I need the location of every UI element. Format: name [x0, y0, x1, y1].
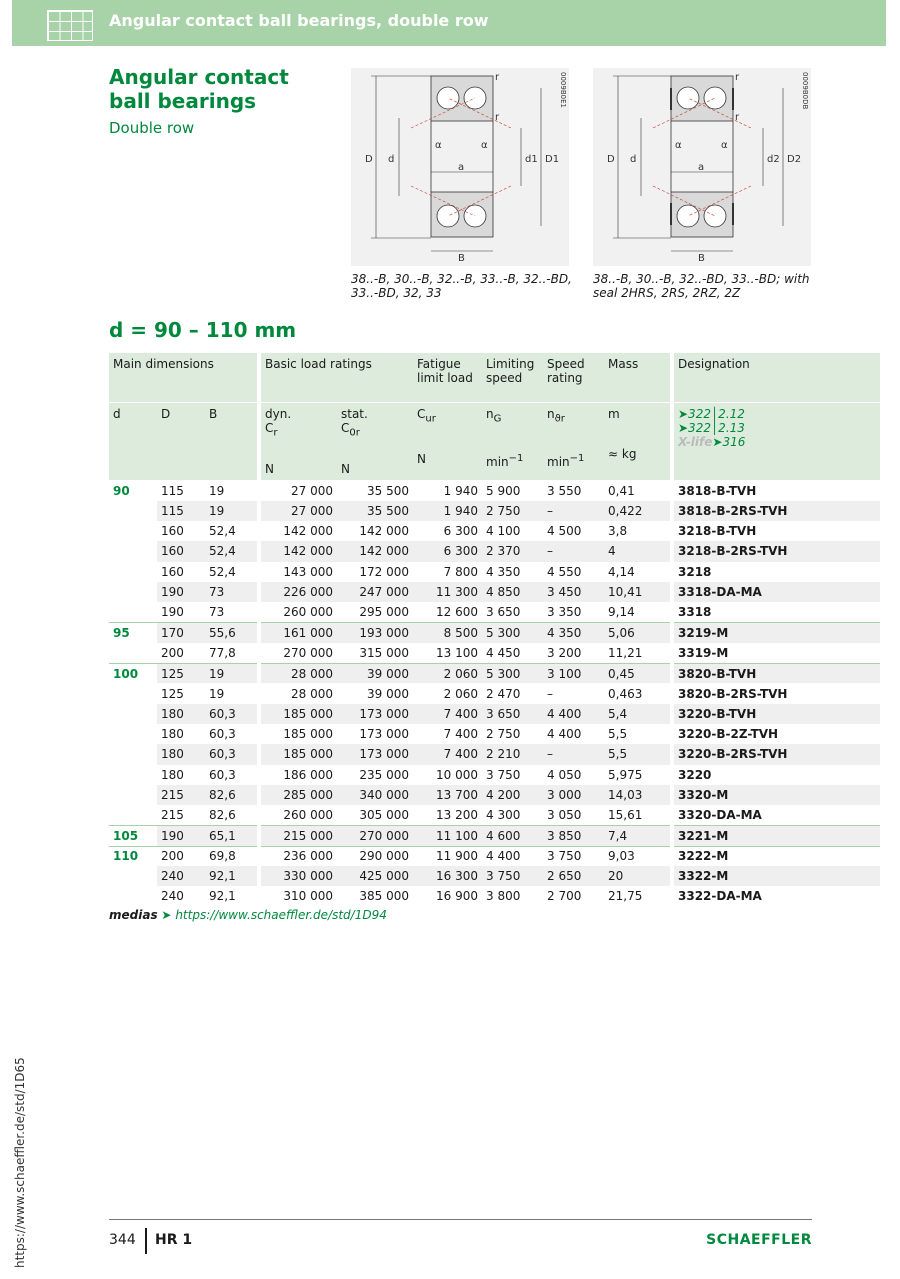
cell-Cur: 1 940 [443, 483, 478, 498]
medias-link[interactable]: medias ➤ https://www.schaeffler.de/std/1D94 [109, 908, 387, 922]
cell-nr: 4 050 [547, 767, 582, 782]
cell-nG: 5 300 [482, 622, 543, 642]
cell-D: 200 [161, 645, 184, 660]
bearing-drawing-open [351, 68, 569, 266]
cell-C0r: 290 000 [337, 846, 413, 866]
cell-nr: 4 400 [543, 704, 604, 724]
cell-D: 115 [157, 501, 205, 521]
xlife-logo: X-life [678, 435, 713, 449]
cell-Cr: 185 000 [283, 727, 333, 742]
header-mass: Mass [604, 353, 670, 403]
label-d1: d1 [525, 154, 538, 165]
table-row [109, 562, 880, 582]
cell-m: 5,5 [604, 744, 670, 764]
sub-mass: m ≈ kg [604, 403, 670, 480]
cell-des: 3222-M [674, 846, 880, 866]
cell-nr: 3 000 [543, 785, 604, 805]
table-row [109, 724, 880, 744]
cell-d [109, 805, 157, 825]
cell-B: 82,6 [205, 785, 257, 805]
cell-d [109, 724, 157, 744]
cell-Cr: 185 000 [261, 704, 337, 724]
bearing-table [109, 353, 880, 907]
cell-C0r: 142 000 [337, 541, 413, 561]
cell-Cur: 7 800 [443, 564, 478, 579]
cell-C0r: 270 000 [337, 825, 413, 845]
cell-des: 3219-M [674, 622, 880, 642]
cell-d [109, 866, 157, 886]
figure-caption-2: 38..-B, 30..-B, 32..-BD, 33..-BD; with seal 2HRS, 2RS, 2RZ, 2Z [593, 272, 810, 300]
cell-m: 5,5 [608, 727, 628, 742]
table-row [109, 704, 880, 724]
label-alpha-left: α [675, 140, 682, 151]
cell-Cr: 143 000 [283, 564, 333, 579]
sub-ng: $n_G$ $\min^{-1}$ [482, 403, 543, 480]
cell-des: 3220-B-2RS-TVH [674, 744, 880, 764]
sub-dyn: dyn. $C_r$ N [261, 403, 337, 480]
range-title: d = 90 – 110 mm [109, 318, 297, 342]
cell-des: 3320-M [674, 785, 880, 805]
sub-D: D [157, 403, 205, 480]
cell-C0r: 247 000 [337, 582, 413, 602]
cell-B: 19 [205, 663, 257, 683]
table-row [109, 521, 880, 541]
cell-C0r: 39 000 [337, 663, 413, 683]
cell-nr: 3 750 [543, 846, 604, 866]
cell-D: 240 [161, 889, 184, 904]
table-row [109, 480, 880, 500]
cell-C0r: 35 500 [367, 483, 409, 498]
cell-d: 90 [109, 480, 157, 500]
cell-Cur: 16 900 [436, 889, 478, 904]
cell-Cur: 7 400 [413, 744, 482, 764]
cell-B: 52,4 [209, 524, 236, 539]
cell-B: 19 [209, 483, 225, 498]
cell-C0r: 315 000 [359, 645, 409, 660]
cell-B: 77,8 [209, 645, 236, 660]
label-D: D [365, 154, 373, 165]
cell-d [109, 785, 157, 805]
table-row [109, 501, 880, 521]
unit-nr: $\min^{-1}$ [547, 453, 585, 470]
cell-nr: 2 650 [543, 866, 604, 886]
cell-D: 180 [161, 767, 184, 782]
cell-Cr: 185 000 [261, 744, 337, 764]
cell-Cur: 7 400 [443, 727, 478, 742]
cell-nG: 3 800 [486, 889, 521, 904]
cell-B: 60,3 [205, 744, 257, 764]
cell-nG: 2 750 [482, 501, 543, 521]
label-alpha-right: α [481, 140, 488, 151]
table-row [109, 541, 880, 561]
cell-B: 60,3 [209, 727, 236, 742]
cell-nG: 3 650 [486, 605, 521, 620]
cell-nr: 4 500 [547, 524, 582, 539]
label-d: d [388, 154, 395, 165]
cell-nG: 4 600 [482, 825, 543, 845]
cell-Cr: 28 000 [261, 663, 337, 683]
cell-d [109, 886, 157, 906]
unit-cur: N [417, 452, 426, 467]
cell-nr: 3 850 [543, 825, 604, 845]
cell-nG: 4 450 [486, 645, 521, 660]
bearing-cross-section-2 [593, 68, 811, 266]
cell-m: 4,14 [608, 564, 635, 579]
cell-Cur: 11 300 [413, 582, 482, 602]
cell-B: 69,8 [205, 846, 257, 866]
bearing-drawing-sealed [593, 68, 811, 266]
cell-nG: 3 650 [482, 704, 543, 724]
cell-D: 160 [157, 541, 205, 561]
cell-nG: 4 350 [486, 564, 521, 579]
bearing-cross-section-1 [351, 68, 569, 266]
cell-nG: 4 400 [482, 846, 543, 866]
cell-des: 3220 [678, 767, 712, 782]
label-r: r [495, 72, 500, 83]
header-main-dimensions: Main dimensions [109, 353, 257, 403]
cell-nG: 2 210 [482, 744, 543, 764]
footer-separator [145, 1228, 147, 1254]
cell-d [109, 521, 157, 541]
cell-m: 0,463 [608, 686, 643, 701]
table-row [109, 866, 880, 886]
cell-des: 3318 [678, 605, 712, 620]
cell-des: 3220-B-TVH [674, 704, 880, 724]
cell-D: 215 [161, 808, 184, 823]
cell-nr: 3 100 [543, 663, 604, 683]
cell-D: 160 [161, 564, 184, 579]
cell-nG: 2 370 [482, 541, 543, 561]
table-row [109, 846, 880, 866]
cell-m: 14,03 [604, 785, 670, 805]
cell-d [109, 744, 157, 764]
header-fatigue: Fatigue limit load [413, 353, 482, 403]
cell-Cr: 310 000 [283, 889, 333, 904]
cell-Cr: 215 000 [261, 825, 337, 845]
cell-D: 240 [157, 866, 205, 886]
cell-m: 0,422 [604, 501, 670, 521]
sub-B: B [205, 403, 257, 480]
cell-des: 3320-DA-MA [678, 808, 762, 823]
cell-d [109, 541, 157, 561]
cell-C0r: 172 000 [359, 564, 409, 579]
cell-nr: 3 450 [543, 582, 604, 602]
cell-Cr: 270 000 [283, 645, 333, 660]
header-speed-rating: Speed rating [543, 353, 604, 403]
cell-nr: 3 550 [547, 483, 582, 498]
cell-Cr: 260 000 [283, 808, 333, 823]
cell-C0r: 173 000 [337, 704, 413, 724]
cell-B: 60,3 [205, 704, 257, 724]
cell-D: 190 [157, 582, 205, 602]
cell-Cur: 11 100 [413, 825, 482, 845]
cell-des: 3322-DA-MA [678, 889, 762, 904]
cell-nr: – [547, 686, 553, 701]
cell-nG: 3 750 [482, 866, 543, 886]
cell-m: 9,03 [604, 846, 670, 866]
cell-des: 3218-B-TVH [678, 524, 757, 539]
cell-des: 3218 [678, 564, 712, 579]
cell-C0r: 425 000 [337, 866, 413, 886]
label-a: a [698, 162, 705, 173]
unit-mass: ≈ kg [608, 447, 637, 461]
cell-C0r: 35 500 [337, 501, 413, 521]
label-D: D [607, 154, 615, 165]
cell-D: 190 [157, 825, 205, 845]
label-D1: D1 [545, 154, 560, 165]
cell-D: 180 [157, 704, 205, 724]
cell-Cur: 13 700 [413, 785, 482, 805]
header-limiting-speed: Limiting speed [482, 353, 543, 403]
cell-Cur: 2 060 [413, 663, 482, 683]
figure-code: 0009B0DB [801, 72, 809, 110]
cell-nr: 2 700 [547, 889, 582, 904]
section-subtitle: Double row [109, 119, 195, 137]
cell-m: 0,41 [608, 483, 635, 498]
cell-nG: 3 750 [486, 767, 521, 782]
cell-des: 3319-M [678, 645, 729, 660]
cell-nG: 5 900 [486, 483, 521, 498]
sub-nr: $n_{ϑr}$ $\min^{-1}$ [543, 403, 604, 480]
label-B: B [698, 253, 705, 264]
cell-Cur: 13 200 [436, 808, 478, 823]
cell-m: 11,21 [608, 645, 643, 660]
table-row [109, 663, 880, 683]
cell-des: 3218-B-2RS-TVH [674, 541, 880, 561]
cell-C0r: 295 000 [359, 605, 409, 620]
cell-Cur: 7 400 [413, 704, 482, 724]
cell-B: 60,3 [209, 767, 236, 782]
cell-Cur: 6 300 [443, 524, 478, 539]
table-row [109, 805, 880, 825]
cell-C0r: 39 000 [367, 686, 409, 701]
header-load-ratings: Basic load ratings [261, 353, 413, 403]
cell-nr: 4 400 [547, 727, 582, 742]
doc-code: HR 1 [155, 1232, 193, 1248]
cell-nG: 4 850 [482, 582, 543, 602]
table-row [109, 886, 880, 906]
cell-D: 115 [161, 483, 184, 498]
cell-B: 55,6 [205, 622, 257, 642]
cell-nr: – [543, 744, 604, 764]
unit-dyn: N [265, 462, 274, 477]
cell-m: 5,4 [604, 704, 670, 724]
cell-nG: 4 300 [486, 808, 521, 823]
cell-m: 5,06 [604, 622, 670, 642]
cell-C0r: 193 000 [337, 622, 413, 642]
cell-D: 190 [161, 605, 184, 620]
cell-B: 19 [209, 686, 225, 701]
cell-nG: 4 200 [482, 785, 543, 805]
cell-Cur: 1 940 [413, 501, 482, 521]
sub-cur: $C_{ur}$ N [413, 403, 482, 480]
cell-m: 4 [604, 541, 670, 561]
cell-Cur: 8 500 [413, 622, 482, 642]
cell-des: 3322-M [674, 866, 880, 886]
cell-Cr: 236 000 [261, 846, 337, 866]
cell-m: 5,975 [608, 767, 643, 782]
cell-d [109, 683, 157, 703]
table-row [109, 602, 880, 622]
label-alpha-left: α [435, 140, 442, 151]
cell-nr: – [543, 541, 604, 561]
label-r2: r [735, 112, 740, 123]
cell-Cr: 27 000 [261, 501, 337, 521]
cell-Cr: 330 000 [261, 866, 337, 886]
cell-B: 65,1 [205, 825, 257, 845]
label-r2: r [495, 112, 500, 123]
cell-d [109, 582, 157, 602]
header-bar [12, 0, 886, 46]
cell-Cur: 11 900 [413, 846, 482, 866]
cell-nr: 4 350 [543, 622, 604, 642]
table-row [109, 744, 880, 764]
cell-nG: 5 300 [482, 663, 543, 683]
cell-nr: 4 550 [547, 564, 582, 579]
cell-C0r: 173 000 [359, 727, 409, 742]
cell-des: 3318-DA-MA [674, 582, 880, 602]
cell-nG: 4 100 [486, 524, 521, 539]
table-grid-icon [47, 10, 93, 41]
header-title: Angular contact ball bearings, double row [109, 11, 489, 30]
cell-Cur: 13 100 [436, 645, 478, 660]
cell-B: 82,6 [209, 808, 236, 823]
cell-m: 3,8 [608, 524, 628, 539]
cell-C0r: 340 000 [337, 785, 413, 805]
cell-B: 92,1 [205, 866, 257, 886]
cell-C0r: 385 000 [359, 889, 409, 904]
cell-d [109, 704, 157, 724]
cell-d: 110 [109, 846, 157, 866]
cell-des: 3220-B-2Z-TVH [678, 727, 779, 742]
cell-Cr: 161 000 [261, 622, 337, 642]
table-row [109, 765, 880, 785]
cell-d: 95 [109, 622, 157, 642]
cell-m: 9,14 [608, 605, 635, 620]
label-alpha-right: α [721, 140, 728, 151]
cell-Cur: 12 600 [436, 605, 478, 620]
cell-des: 3820-B-2RS-TVH [678, 686, 788, 701]
cell-nG: 2 470 [486, 686, 521, 701]
cell-d [109, 501, 157, 521]
figure-code: 0009B0E1 [559, 72, 567, 108]
cell-Cur: 6 300 [413, 541, 482, 561]
cell-des: 3818-B-2RS-TVH [674, 501, 880, 521]
label-d: d [630, 154, 637, 165]
cell-B: 73 [209, 605, 225, 620]
cell-Cur: 2 060 [443, 686, 478, 701]
cell-D: 125 [161, 686, 184, 701]
label-D2: D2 [787, 154, 802, 165]
brand-logo: SCHAEFFLER [706, 1232, 812, 1248]
arrow-icon: ➤ [161, 908, 172, 922]
cell-D: 215 [157, 785, 205, 805]
cell-nG: 2 750 [486, 727, 521, 742]
footer-divider [109, 1219, 812, 1220]
cell-B: 92,1 [209, 889, 236, 904]
cell-m: 15,61 [608, 808, 643, 823]
cell-Cur: 10 000 [436, 767, 478, 782]
header-designation: Designation [674, 353, 880, 403]
cell-d [109, 562, 157, 582]
table-row [109, 643, 880, 663]
cell-Cr: 142 000 [283, 524, 333, 539]
cell-C0r: 142 000 [359, 524, 409, 539]
cell-d: 100 [109, 663, 157, 683]
table-row [109, 785, 880, 805]
designation-legend: ➤322│2.12 ➤322│2.13 X-life➤316 [674, 403, 880, 480]
label-r: r [735, 72, 740, 83]
cell-m: 10,41 [604, 582, 670, 602]
label-d2: d2 [767, 154, 780, 165]
cell-B: 19 [205, 501, 257, 521]
cell-Cr: 186 000 [283, 767, 333, 782]
label-B: B [458, 253, 465, 264]
cell-m: 0,45 [604, 663, 670, 683]
cell-B: 52,4 [205, 541, 257, 561]
cell-Cr: 285 000 [261, 785, 337, 805]
cell-nr: – [543, 501, 604, 521]
cell-Cr: 260 000 [283, 605, 333, 620]
table-row [109, 582, 880, 602]
cell-d [109, 765, 157, 785]
cell-B: 52,4 [209, 564, 236, 579]
cell-nr: 3 200 [547, 645, 582, 660]
cell-D: 160 [161, 524, 184, 539]
side-url[interactable]: https://www.schaeffler.de/std/1D65 [13, 1057, 27, 1268]
sub-stat: stat. $C_{0r}$ N [337, 403, 413, 480]
cell-B: 73 [205, 582, 257, 602]
cell-des: 3221-M [674, 825, 880, 845]
cell-C0r: 173 000 [337, 744, 413, 764]
cell-d [109, 643, 157, 663]
page-number: 344 [109, 1232, 136, 1248]
table-row [109, 825, 880, 845]
section-title: Angular contact ball bearings [109, 65, 289, 113]
unit-stat: N [341, 462, 350, 477]
table-row [109, 683, 880, 703]
cell-des: 3818-B-TVH [678, 483, 757, 498]
cell-D: 125 [157, 663, 205, 683]
cell-m: 7,4 [604, 825, 670, 845]
cell-D: 170 [157, 622, 205, 642]
cell-m: 21,75 [608, 889, 643, 904]
cell-d [109, 602, 157, 622]
sub-d: d [109, 403, 157, 480]
cell-Cur: 16 300 [413, 866, 482, 886]
cell-nr: 3 350 [547, 605, 582, 620]
figure-caption-1: 38..-B, 30..-B, 32..-B, 33..-B, 32..-BD, 33..-BD, 32, 33 [351, 272, 572, 300]
cell-C0r: 305 000 [359, 808, 409, 823]
cell-Cr: 27 000 [291, 483, 333, 498]
cell-Cr: 28 000 [291, 686, 333, 701]
cell-C0r: 235 000 [359, 767, 409, 782]
unit-ng: $\min^{-1}$ [486, 453, 524, 470]
cell-Cr: 226 000 [261, 582, 337, 602]
table-row [109, 622, 880, 642]
label-a: a [458, 162, 465, 173]
cell-nr: 3 050 [547, 808, 582, 823]
cell-des: 3820-B-TVH [674, 663, 880, 683]
cell-D: 200 [157, 846, 205, 866]
cell-D: 180 [157, 744, 205, 764]
cell-Cr: 142 000 [261, 541, 337, 561]
cell-d: 105 [109, 825, 157, 845]
cell-m: 20 [604, 866, 670, 886]
cell-D: 180 [161, 727, 184, 742]
